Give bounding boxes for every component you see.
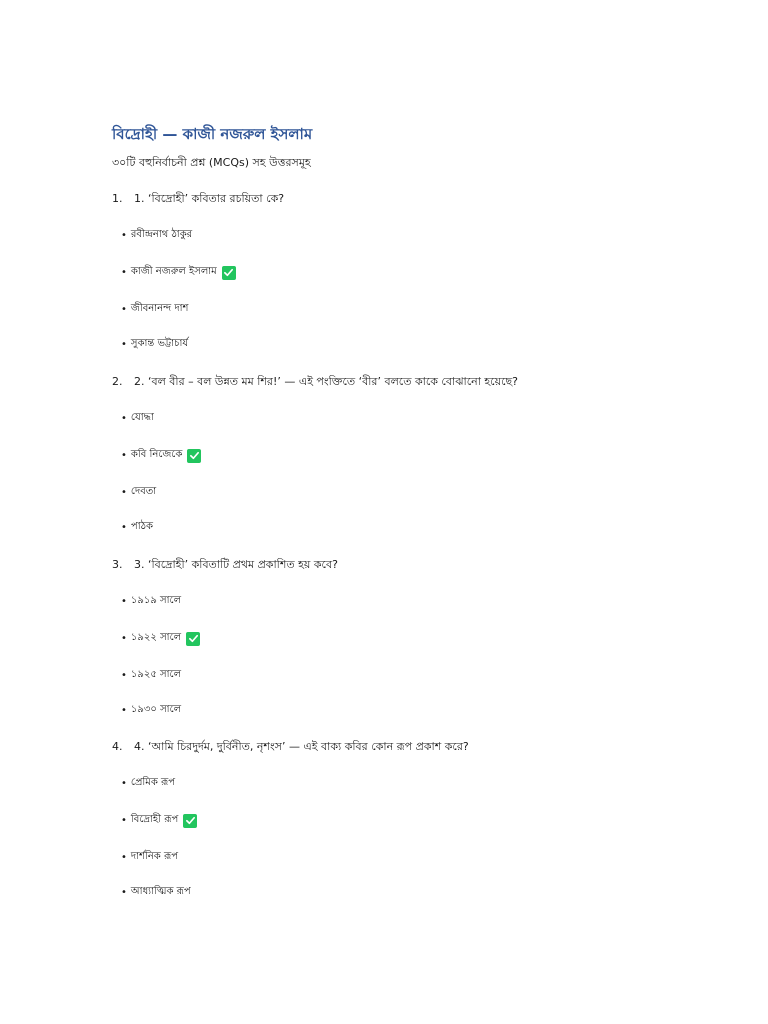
option-item	[121, 812, 197, 829]
question-number: 2.	[112, 375, 123, 388]
bullet-icon: •	[121, 778, 127, 789]
option-item	[121, 264, 236, 281]
bullet-icon: •	[121, 852, 127, 863]
option-item	[121, 849, 178, 866]
option-text: দেবতা	[130, 486, 157, 497]
question-2	[112, 373, 518, 392]
page-subtitle: ৩০টি বহুনির্বাচনী প্রশ্ন (MCQs) সহ উত্তরসমূহ	[112, 156, 311, 169]
option-text: রবীন্দ্রনাথ ঠাকুর	[130, 229, 193, 240]
question-number: 3.	[112, 558, 123, 571]
option-text: ১৯২২ সালে	[130, 632, 182, 643]
bullet-icon: •	[121, 633, 127, 644]
bullet-icon: •	[121, 267, 127, 278]
question-text: 3. ‘বিদ্রোহী’ কবিতাটি প্রথম প্রকাশিত হয় কবে?	[134, 558, 338, 571]
bullet-icon: •	[121, 339, 127, 350]
option-item	[121, 336, 188, 353]
bullet-icon: •	[121, 596, 127, 607]
bullet-icon: •	[121, 815, 127, 826]
question-text: 4. ‘আমি চিরদুর্দম, দুর্বিনীত, নৃশংস’ — এই বাক্য কবির কোন রূপ প্রকাশ করে?	[134, 740, 469, 753]
option-text: ১৯২৫ সালে	[130, 669, 182, 680]
option-item	[121, 667, 181, 684]
question-number: 1.	[112, 192, 123, 205]
option-item	[121, 484, 156, 501]
question-text: 1. ‘বিদ্রোহী’ কবিতার রচয়িতা কে?	[134, 192, 285, 205]
bullet-icon: •	[121, 304, 127, 315]
option-text: সুকান্ত ভট্টাচার্য	[130, 338, 189, 349]
check-mark-icon	[186, 632, 200, 646]
question-4	[112, 738, 469, 757]
option-text: বিদ্রোহী রূপ	[130, 814, 179, 825]
option-item	[121, 775, 175, 792]
option-text: ১৯১৯ সালে	[130, 595, 182, 606]
option-item	[121, 884, 191, 901]
option-item	[121, 630, 200, 647]
question-number: 4.	[112, 740, 123, 753]
option-item	[121, 519, 153, 536]
bullet-icon: •	[121, 670, 127, 681]
bullet-icon: •	[121, 705, 127, 716]
question-1	[112, 190, 284, 209]
bullet-icon: •	[121, 487, 127, 498]
option-text: যোদ্ধা	[130, 412, 154, 423]
bullet-icon: •	[121, 230, 127, 241]
page-title: বিদ্রোহী — কাজী নজরুল ইসলাম	[112, 125, 313, 143]
bullet-icon: •	[121, 522, 127, 533]
question-text: 2. ‘বল বীর – বল উন্নত মম শির!’ — এই পংক্তিতে ‘বীর’ বলতে কাকে বোঝানো হয়েছে?	[134, 375, 519, 388]
option-item	[121, 301, 188, 318]
option-text: আধ্যাত্মিক রূপ	[130, 886, 191, 897]
option-text: কবি নিজেকে	[130, 449, 183, 460]
option-text: প্রেমিক রূপ	[130, 777, 176, 788]
option-text: কাজী নজরুল ইসলাম	[130, 266, 217, 277]
check-mark-icon	[222, 266, 236, 280]
bullet-icon: •	[121, 413, 127, 424]
check-mark-icon	[187, 449, 201, 463]
bullet-icon: •	[121, 887, 127, 898]
option-item	[121, 227, 192, 244]
bullet-icon: •	[121, 450, 127, 461]
option-text: দার্শনিক রূপ	[130, 851, 179, 862]
question-3	[112, 556, 338, 575]
option-text: জীবনানন্দ দাশ	[130, 303, 189, 314]
option-item	[121, 447, 201, 464]
option-item	[121, 702, 181, 719]
check-mark-icon	[183, 814, 197, 828]
option-text: পাঠক	[130, 521, 153, 532]
option-item	[121, 593, 181, 610]
option-text: ১৯৩০ সালে	[130, 704, 182, 715]
option-item	[121, 410, 154, 427]
